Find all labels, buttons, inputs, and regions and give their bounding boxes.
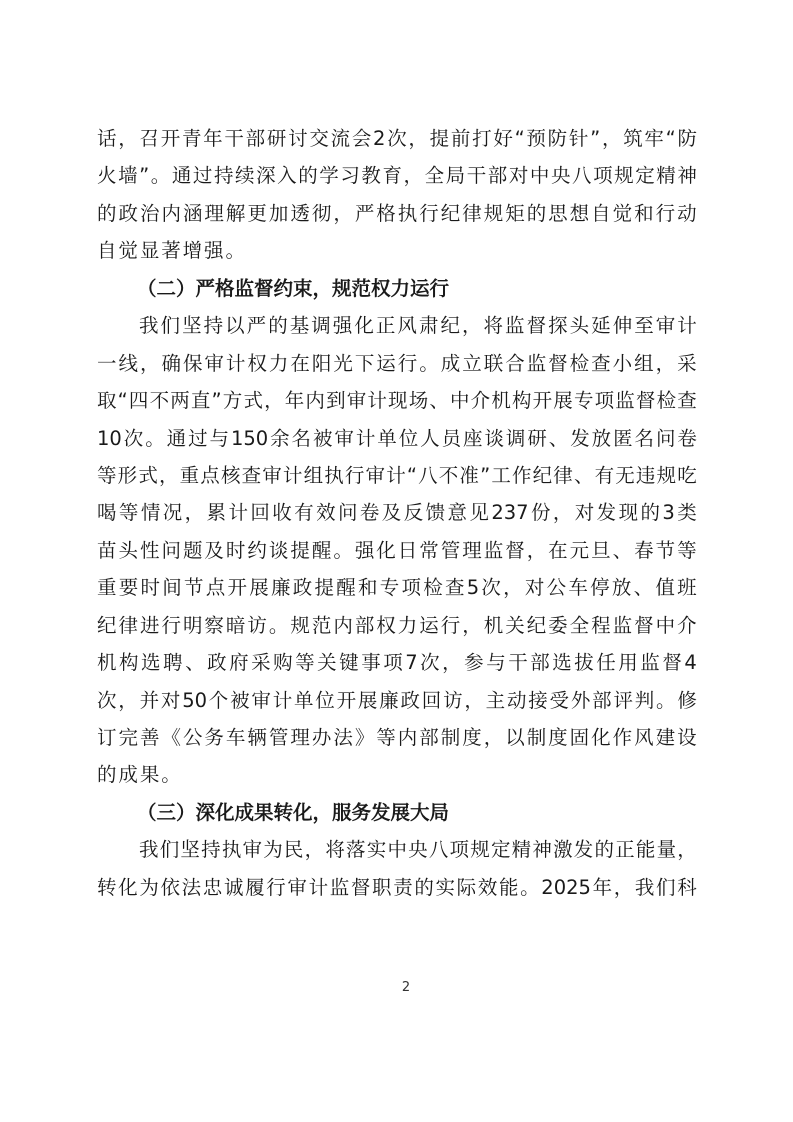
section-heading: （二）严格监督约束，规范权力运行 xyxy=(137,276,450,300)
text-line: 我 们 坚 持 以 严 的 基 调 强 化 正 风 肃 纪 ， 将 监 督 探 头 延 伸 至 审 计 xyxy=(139,314,697,338)
text-line: 10 次 。 通 过 与 150 余 名 被 审 计 单 位 人 员 座 谈 调 研 、 发 放 匿 名 问 卷 xyxy=(97,426,697,450)
text-line: 喝 等 情 况 ， 累 计 回 收 有 效 问 卷 及 反 馈 意 见 237 份 ， 对 发 现 的 3 类 xyxy=(97,501,697,525)
text-line: 自 觉 显 著 增 强 。 xyxy=(97,239,245,263)
text-line: 纪 律 进 行 明 察 暗 访 。 规 范 内 部 权 力 运 行 ， 机 关 纪 委 全 程 监 督 中 介 xyxy=(97,613,697,637)
text-line: 话 ， 召 开 青 年 干 部 研 讨 交 流 会 2 次 ， 提 前 打 好 “ 预 防 针 ” ， 筑 牢 “ 防 xyxy=(97,127,697,150)
section-heading: （三）深化成果转化，服务发展大局 xyxy=(137,800,450,824)
text-line: 机 构 选 聘 、 政 府 采 购 等 关 键 事 项 7 次 ， 参 与 干 部 选 拔 任 用 监 督 4 xyxy=(97,651,697,675)
text-line: 重 要 时 间 节 点 开 展 廉 政 提 醒 和 专 项 检 查 5 次 ， 对 公 车 停 放 、 值 班 xyxy=(97,576,697,600)
text-line: 等 形 式 ， 重 点 核 查 审 计 组 执 行 审 计 “ 八 不 准 ” 工 作 纪 律 、 有 无 违 规 吃 xyxy=(97,463,697,487)
text-line: 苗 头 性 问 题 及 时 约 谈 提 醒 。 强 化 日 常 管 理 监 督 ， 在 元 旦 、 春 节 等 xyxy=(97,538,697,562)
text-line: 火 墙 ” 。 通 过 持 续 深 入 的 学 习 教 育 ， 全 局 干 部 对 中 央 八 项 规 定 精 神 xyxy=(97,164,697,188)
text-line: 的 政 治 内 涵 理 解 更 加 透 彻 ， 严 格 执 行 纪 律 规 矩 的 思 想 自 觉 和 行 动 xyxy=(97,201,697,225)
text-line: 我 们 坚 持 执 审 为 民 ， 将 落 实 中 央 八 项 规 定 精 神 激 发 的 正 能 量 ， xyxy=(139,838,697,862)
text-line: 次 ， 并 对 50 个 被 审 计 单 位 开 展 廉 政 回 访 ， 主 动 接 受 外 部 评 判 。 修 xyxy=(97,688,697,712)
text-line: 订 完 善 《 公 务 车 辆 管 理 办 法 》 等 内 部 制 度 ， 以 制 度 固 化 作 风 建 设 xyxy=(97,726,697,749)
page-number: 2 xyxy=(401,980,411,995)
text-line: 的 成 果 。 xyxy=(97,763,181,787)
text-line: 取 “ 四 不 两 直 ” 方 式 ， 年 内 到 审 计 现 场 、 中 介 机 构 开 展 专 项 监 督 检 查 xyxy=(97,389,697,413)
text-line: 转 化 为 依 法 忠 诚 履 行 审 计 监 督 职 责 的 实 际 效 能 。 2025 年 ， 我 们 科 xyxy=(97,875,697,899)
body-text xyxy=(97,120,697,906)
text-line: 一 线 ， 确 保 审 计 权 力 在 阳 光 下 运 行 。 成 立 联 合 监 督 检 查 小 组 ， 采 xyxy=(97,351,697,375)
